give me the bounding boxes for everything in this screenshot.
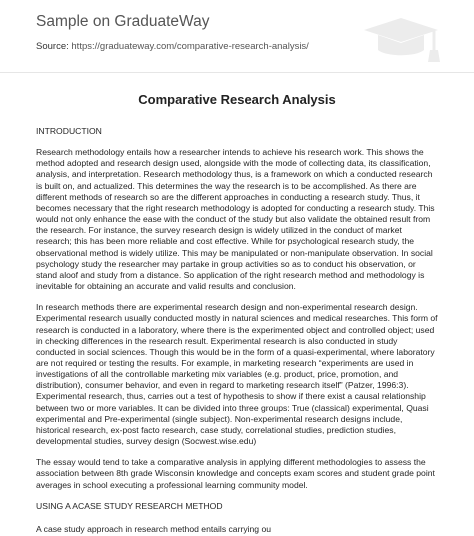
- paragraph-2: In research methods there are experimental research design and non-experimental research design. Experimental research usually conducted mostly in natural sciences and medical researches. This form of research is conducted in a laboratory, where there is the experimented object and controlled object; used in checking differences in the research result. Experimental research is also conducted in study conducted in social sciences. Though this would be in the form of a quasi-experimental, where laboratory are not required or testing the results. For example, in marketing research “experiments are used in investigations of all the controllable marketing mix variables (e.g. product, price, promotion, and distribution), consumer behavior, and even in regard to marketing research itself” (Patzer, 1996:3). Experimental research, thus, carries out a test of hypothesis to show if there exist a causal relationship between two or more variables. It can be divided into three groups: True (classical) experimental, Quasi experimental and Pre-experimental (single subject). Non-experimental research designs include, historical research, ex-post facto research, case study, correlational studies, prediction studies, developmental studies, survey design (Socwest.wise.edu): [36, 302, 438, 447]
- section-heading-introduction: INTRODUCTION: [36, 126, 102, 136]
- document-title: Comparative Research Analysis: [138, 92, 336, 107]
- paragraph-4-truncated: A case study approach in research method entails carrying ou: [36, 523, 272, 534]
- paragraph-3: The essay would tend to take a comparative analysis in applying different methodologies to assess the association between 8th grade Wisconsin knowledge and concepts exam scores and student grade point averages in school executing a professional learning community model.: [36, 457, 435, 490]
- site-title[interactable]: Sample on GraduateWay: [36, 13, 210, 30]
- source-label: Source:: [36, 41, 69, 52]
- source-line: [36, 41, 309, 52]
- section-heading-case-study: USING A ACASE STUDY RESEARCH METHOD: [36, 500, 223, 511]
- header-divider: [0, 72, 474, 73]
- page-header: [0, 0, 474, 70]
- source-url-link[interactable]: https://graduateway.com/comparative-research-analysis/: [71, 41, 309, 52]
- document-body: [36, 126, 438, 535]
- graduation-cap-icon: [358, 14, 444, 66]
- paragraph-1: Research methodology entails how a researcher intends to achieve his research work. This shows the method adopted and research design used, alongside with the mode of collecting data, its classification, analysis, and interpretation. Research methodology thus, is a framework on which a conducted research is built on, and actualized. This determines the way the research is to be accomplished. As there are different methods of research so are the different approaches in conducting a research study. Thus, it becomes necessary that the right research methodology is adopted for conducting a research study. This would not only enhance the ease with the conduct of the study but also validate the obtained result from the research. For instance, the survey research design is widely utilized in the conduct of market research; this has been more reliable and cost effective. While for psychological research study, the observational method is widely utilize. This may be manipulated or non-manipulate observation. In social psychology study the researcher may partake in group activities so as to conduct his observation, or stand aloof and study from a distance. So application of the right research method and methodology is inevitable for obtaining an accurate and valid results and conclusion.: [36, 147, 435, 292]
